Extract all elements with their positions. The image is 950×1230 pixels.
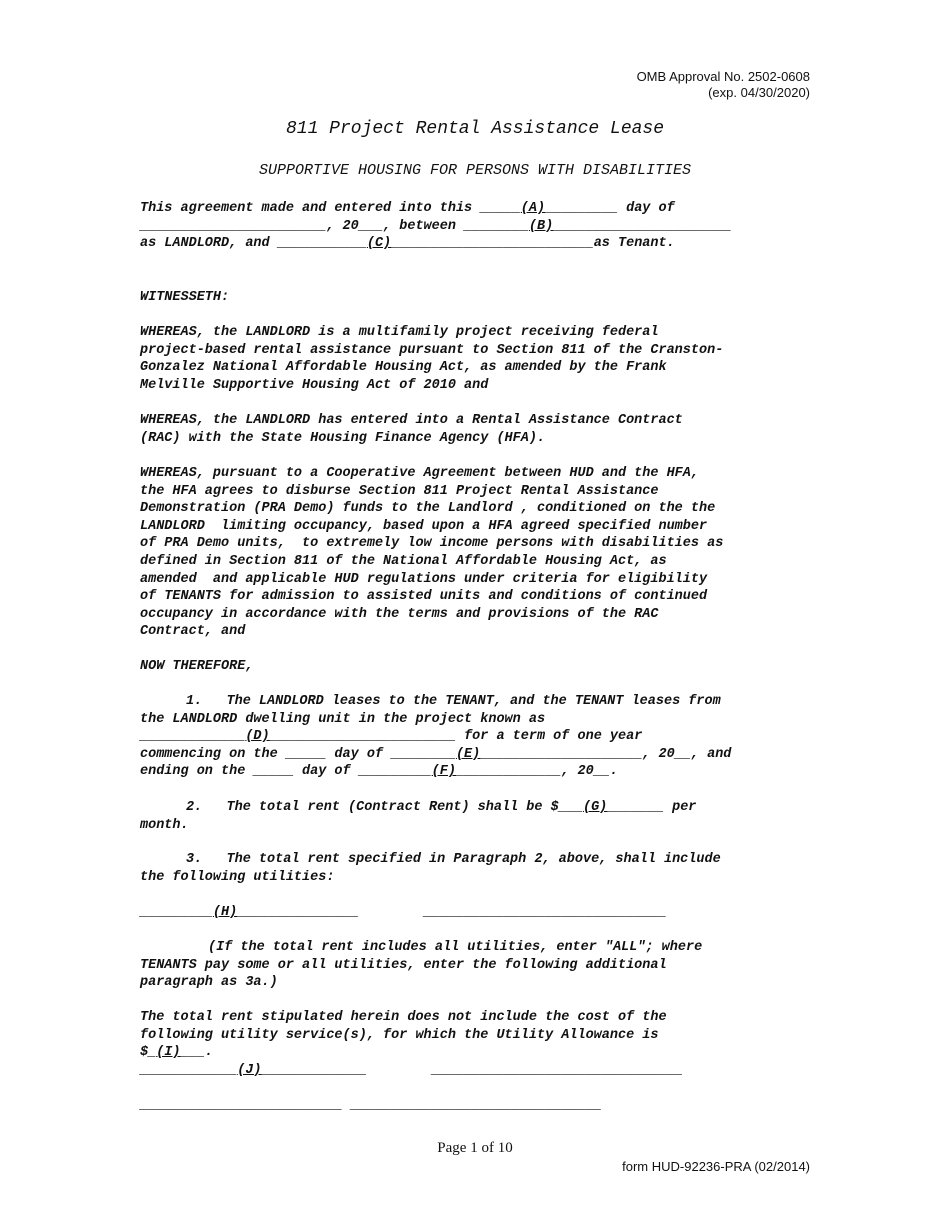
blank-lines: _________________________ _______________________________ [140,1098,602,1113]
field-a: (A) [520,201,546,216]
whereas-paragraph-2 [140,412,820,447]
paragraph-2 [140,799,820,834]
text-line: of PRA Demo units, to extremely low income persons with disabilities as [140,536,724,552]
witnesseth-heading: WITNESSETH: [140,290,230,305]
text-line: WHEREAS, the LANDLORD is a multifamily project receiving federal [140,325,659,340]
paragraph-3-note [140,939,820,992]
paragraph-3a [140,1009,820,1079]
form-number: form HUD-92236-PRA (02/2014) [622,1159,810,1174]
omb-approval [637,69,810,101]
field-h: (H) [212,905,238,920]
agreement-block [140,200,820,253]
agreement-line-1: This agreement made and entered into this _____(A)_________ day of [140,201,675,216]
text-line: TENANTS pay some or all utilities, enter the following additional [140,957,667,973]
paragraph-1-line-4: commencing on the _____ day of ________(E)____________________, 20__, and [140,746,732,762]
paragraph-3 [140,851,820,886]
text-line: Melville Supportive Housing Act of 2010 and [140,377,489,393]
page-number: Page 1 of 10 [437,1140,513,1156]
text-line: month. [140,817,189,833]
text-line: the LANDLORD dwelling unit in the project known as [140,711,546,727]
field-g: (G) [582,800,608,815]
field-c: (C) [366,236,392,252]
text-line: (If the total rent includes all utilities, enter "ALL"; where [208,940,703,955]
document-title: 811 Project Rental Assistance Lease [285,119,665,139]
text-line: 1. The LANDLORD leases to the TENANT, and the TENANT leases from [186,694,721,709]
whereas-paragraph-1 [140,324,820,394]
paragraph-1-line-3: _____________(D)_______________________ for a term of one year [140,729,643,745]
paragraph-3a-line-4: ____________(J)_____________ _______________________________ [140,1062,683,1078]
text-line: following utility service(s), for which the Utility Allowance is [140,1027,659,1043]
field-e: (E) [455,746,481,762]
text-line: (RAC) with the State Housing Finance Agency (HFA). [140,430,546,446]
text-line: WHEREAS, the LANDLORD has entered into a Rental Assistance Contract [140,413,683,428]
paragraph-3a-line-3: $_(I)___. [140,1045,213,1061]
text-line: The total rent stipulated herein does not include the cost of the [140,1010,667,1025]
paragraph-1 [140,693,820,781]
text-line: project-based rental assistance pursuant to Section 811 of the Cranston- [140,342,724,358]
text-line: LANDLORD limiting occupancy, based upon a HFA agreed specified number [140,518,708,534]
document-subtitle: SUPPORTIVE HOUSING FOR PERSONS WITH DISABILITIES [258,162,692,179]
text-line: WHEREAS, pursuant to a Cooperative Agreement between HUD and the HFA, [140,466,699,481]
field-d: (D) [245,729,270,745]
agreement-line-2: _______________________, 20___, between ________(B)______________________ [140,218,732,234]
text-line: the HFA agrees to disburse Section 811 Project Rental Assistance [140,483,659,499]
field-b: (B) [528,218,554,234]
whereas-paragraph-3 [140,465,820,641]
text-line: amended and applicable HUD regulations under criteria for eligibility [140,571,708,587]
paragraph-1-line-5: ending on the _____ day of _________(F)_____________, 20__. [140,764,618,780]
text-line: defined in Section 811 of the National Affordable Housing Act, as [140,553,667,569]
field-i: (I) [156,1045,181,1061]
utilities-blank-line: _________(H)_______________ ______________________________ [140,905,667,920]
field-f: (F) [431,764,456,780]
text-line: of TENANTS for admission to assisted units and conditions of continued [140,589,708,605]
text-line: Demonstration (PRA Demo) funds to the Landlord , conditioned on the the [140,501,716,517]
now-therefore-heading: NOW THEREFORE, [140,659,254,674]
text-line: Gonzalez National Affordable Housing Act, as amended by the Frank [140,360,667,376]
paragraph-2-line-1: 2. The total rent (Contract Rent) shall be $___(G)_______ per [186,800,697,815]
text-line: occupancy in accordance with the terms and provisions of the RAC [140,606,659,622]
text-line: paragraph as 3a.) [140,975,278,991]
field-j: (J) [237,1062,262,1078]
omb-number: OMB Approval No. 2502-0608 [636,69,810,84]
text-line: Contract, and [140,624,246,640]
agreement-line-3: as LANDLORD, and ___________(C)_________________________as Tenant. [140,236,675,252]
text-line: 3. The total rent specified in Paragraph 2, above, shall include [186,852,721,867]
text-line: the following utilities: [140,869,335,885]
omb-expiration: (exp. 04/30/2020) [708,85,810,100]
